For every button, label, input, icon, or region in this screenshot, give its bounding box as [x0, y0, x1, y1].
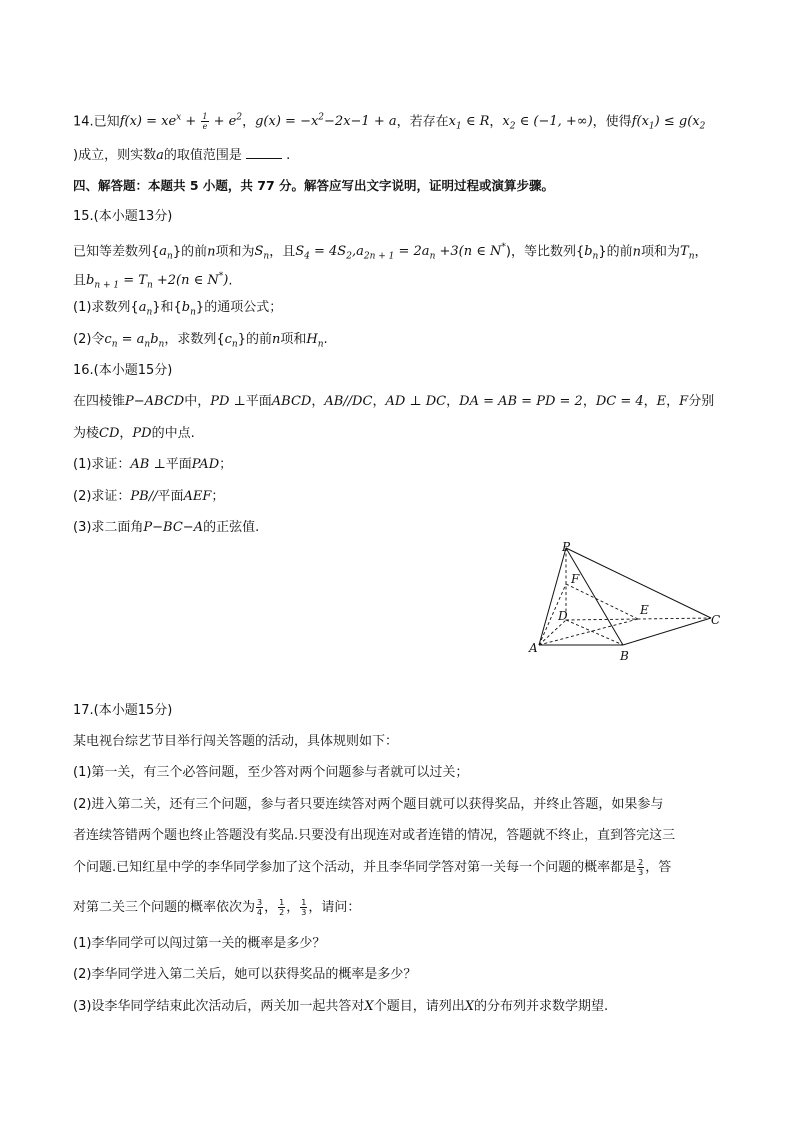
section-header: 四、解答题：本题共 5 小题，共 77 分。解答应写出文字说明，证明过程或演算步骤。	[73, 178, 555, 193]
q17-line6: 对第二关三个问题的概率依次为 $\frac{3}{4}$ ， $\frac{1}{2}$ ， $\frac{1}{3}$ ，请问：	[73, 898, 361, 917]
q15-condition: $S_4 = 4S_2,a_{2n + 1} = 2a_n +3(n$ ∈ N*	[295, 243, 506, 262]
q15-title: 15.(本小题13分)	[73, 209, 173, 224]
q17-line5: 个问题.已知红星中学的李华同学参加了这个活动，并且李华同学答对第一关每一个问题的概率都是 $\frac{2}{3}$ ，答	[73, 858, 672, 877]
fraction-three-quarters: $\frac{3}{4}$	[257, 898, 263, 917]
edge-AD	[539, 620, 566, 645]
segment-FE	[566, 584, 638, 619]
edge-BC	[623, 618, 711, 645]
edge-DC	[566, 618, 711, 620]
segment-AE	[539, 619, 638, 645]
q16-line2: 为棱CD，PD的中点.	[73, 426, 195, 441]
q14-x2: $x_2$ ∈ (−1, +∞)	[502, 114, 593, 132]
q17-part3: (3)设李华同学结束此次活动后，两关加一起共答对X个题目，请列出X的分布列并求数学期望.	[73, 999, 609, 1014]
q17-title: 17.(本小题15分)	[73, 703, 173, 718]
q14-x1: $x_1$ ∈ R	[448, 114, 490, 132]
label-A: A	[529, 641, 538, 655]
q17-line4: 者连续答错两个题也终止答题没有奖品.只要没有出现连对或者连错的情况，答题就不终止，直到答完这三	[73, 828, 676, 843]
q14-fraction: $\frac{1}{e}$	[202, 112, 208, 132]
edge-PC	[566, 548, 711, 618]
q16-title: 16.(本小题15分)	[73, 363, 173, 378]
label-D: D	[558, 609, 568, 623]
label-B: B	[620, 649, 629, 663]
q16-part2: (2)求证：PB//平面AEF；	[73, 489, 225, 504]
q15-line1: 已知等差数列$\{a_n\}$的前n项和为$S_n$，且$S_4 = 4S_2,a_{2n + 1} = 2a_n +3(n$ ∈ N*)，等比数列$\{b_n\}$的前n项和为$T_n$，	[73, 243, 708, 262]
edge-PA	[539, 548, 566, 645]
edge-DB	[566, 620, 623, 645]
q17-line2: (1)第一关，有三个必答问题，至少答对两个问题参与者就可以过关；	[73, 765, 469, 780]
q16-part1: (1)求证：AB ⊥平面PAD；	[73, 457, 233, 472]
label-C: C	[711, 613, 721, 627]
q17-part1: (1)李华同学可以闯过第一关的概率是多少？	[73, 936, 326, 951]
q15-part1: (1)求数列$\{a_n\}$和$\{b_n\}$的通项公式；	[73, 300, 283, 318]
fraction-one-third: $\frac{1}{3}$	[301, 898, 307, 917]
q14-inequality: $f(x_1) \le g(x_2$	[631, 114, 706, 132]
q14-fx: $f(x) = xe^x$ + $\frac{1}{e}$ + $e^2$	[119, 112, 243, 132]
q17-part2: (2)李华同学进入第二关后，她可以获得奖品的概率是多少？	[73, 967, 417, 982]
q14-line1: 14.已知$f(x) = xe^x$ + $\frac{1}{e}$ + $e^2$，$g(x) = -x^2-2x-1 + a$，若存在$x_1$ ∈ R，$x_2$ ∈ (−1, +∞)，使得$f(x_1) \le g(x_2$	[73, 112, 706, 132]
q17-line1: 某电视台综艺节目举行闯关答题的活动，具体规则如下：	[73, 734, 399, 749]
q14-gx: $g(x) = -x^2-2x-1 + a$	[255, 113, 397, 130]
label-E: E	[640, 603, 649, 617]
pyramid-figure	[526, 540, 726, 668]
q15-part2: (2)令$c_n = a_nb_n$，求数列$\{c_n\}$的前n项和$H_n$.	[73, 332, 328, 350]
q15-line2: 且$b_{n + 1} = T_n +2(n$ ∈ N*).	[73, 272, 233, 291]
q16-part3: (3)求二面角P−BC−A的正弦值.	[73, 520, 260, 535]
q14-text: 14.已知	[73, 114, 120, 130]
q14-line2: )成立，则实数a的取值范围是 .	[73, 148, 291, 163]
fraction-two-thirds: $\frac{2}{3}$	[638, 858, 644, 877]
label-F: F	[571, 572, 580, 586]
q17-line3: (2)进入第二关，还有三个问题，参与者只要连续答对两个题目就可以获得奖品，并终止答题，如果参与	[73, 797, 664, 812]
answer-blank	[246, 146, 282, 159]
label-P: P	[562, 540, 571, 554]
fraction-one-half: $\frac{1}{2}$	[279, 898, 285, 917]
q16-line1: 在四棱锥P−ABCD中，PD ⊥平面ABCD，AB//DC，AD ⊥ DC，DA = AB = PD = 2，DC = 4，E，F分别	[73, 394, 715, 409]
